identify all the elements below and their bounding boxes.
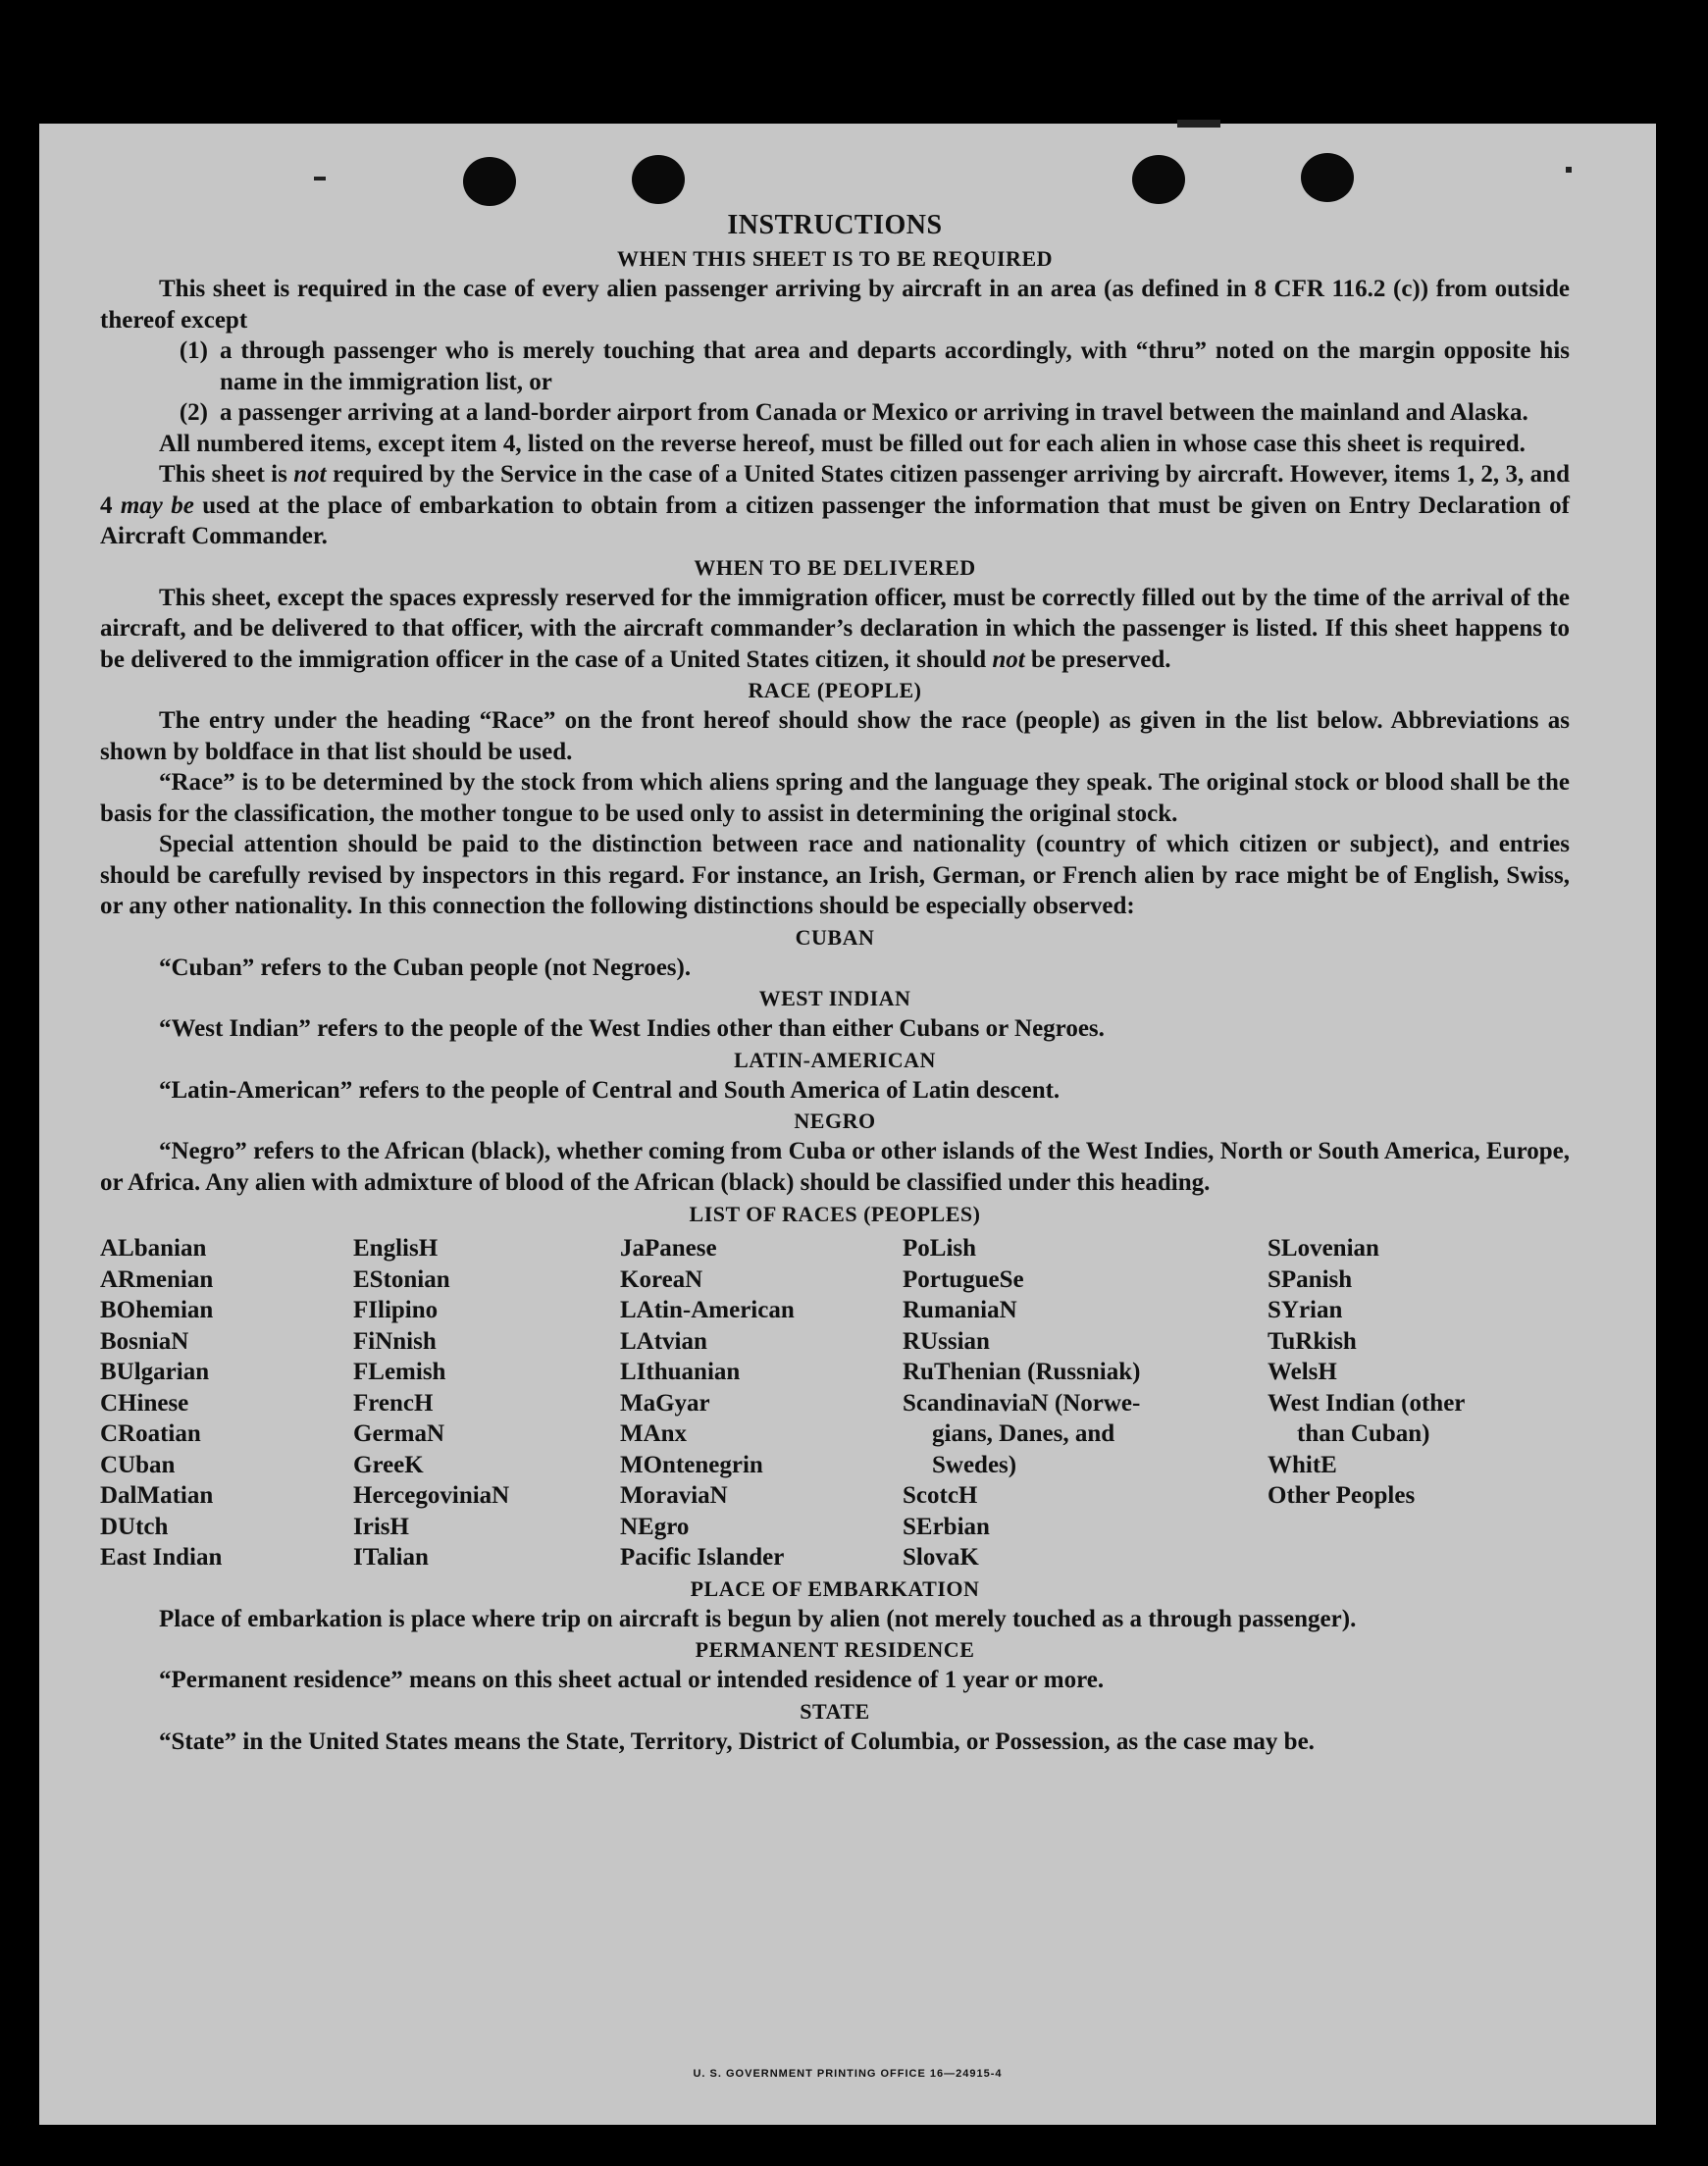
scan-speck — [314, 177, 326, 180]
instructions-body — [100, 208, 1570, 1757]
race-entry: EStonian — [353, 1265, 450, 1293]
text-run: used at the place of embarkation to obtain from a citizen passenger the information that must be given on Entry Declaration of Aircraft Commander. — [100, 491, 1571, 549]
race-entry: LIthuanian — [620, 1359, 741, 1385]
race-entry: BOhemian — [100, 1297, 214, 1323]
text-run: be preserved. — [1024, 645, 1171, 673]
section-heading-residence: PERMANENT RESIDENCE — [695, 1637, 975, 1662]
text-run: This sheet, except the spaces expressly reserved for the immigration officer, must be correctly filled out by the time of the arrival of the aircraft, and be delivered to that officer, with the aircraft commander’s declaration in which the passenger is listed. If this sheet happens to be delivered to the immigration officer in the case of a United States citizen, it should — [100, 584, 1570, 673]
race-entry: SLovenian — [1268, 1235, 1379, 1262]
race-entry: BosniaN — [100, 1327, 189, 1355]
race-entry: SPanish — [1268, 1265, 1353, 1293]
race-entry: Other Peoples — [1268, 1482, 1416, 1509]
race-entry: RUssian — [903, 1327, 990, 1355]
race-entry: WelsH — [1268, 1359, 1337, 1385]
race-entry: GreeK — [353, 1451, 424, 1478]
punch-hole — [632, 155, 685, 204]
list-item — [100, 335, 1570, 397]
item-text: a passenger arriving at a land-border airport from Canada or Mexico or arriving in travel between the mainland and Alaska. — [220, 399, 1528, 426]
paragraph: “West Indian” refers to the people of the West Indies other than either Cubans or Negroes. — [159, 1015, 1105, 1042]
race-entry: WhitE — [1268, 1451, 1337, 1478]
race-entry-continued: than Cuban) — [1297, 1420, 1430, 1447]
race-entry: NEgro — [620, 1513, 690, 1540]
paragraph: “Latin-American” refers to the people of Central and South America of Latin descent. — [159, 1076, 1061, 1104]
race-entry: MAnx — [620, 1420, 688, 1447]
list-item — [100, 397, 1570, 429]
race-entry: JaPanese — [620, 1235, 717, 1262]
race-column — [100, 1233, 353, 1573]
punch-hole — [1301, 153, 1354, 202]
race-entry: ScotcH — [903, 1482, 978, 1509]
section-heading-state: STATE — [800, 1698, 870, 1724]
punch-hole — [1132, 155, 1185, 204]
race-entry: CRoatian — [100, 1420, 201, 1447]
race-entry: HercegoviniaN — [353, 1482, 510, 1509]
paragraph: “State” in the United States means the State, Territory, District of Columbia, or Possession, as the case may be. — [159, 1728, 1315, 1755]
race-column — [620, 1233, 903, 1573]
item-text: a through passenger who is merely touching that area and departs accordingly, with “thru” noted on the margin opposite his name in the immigration list, or — [220, 337, 1570, 395]
race-entry: SErbian — [903, 1513, 990, 1540]
race-entry: East Indian — [100, 1544, 223, 1571]
race-list — [100, 1233, 1570, 1573]
race-entry: ITalian — [353, 1544, 429, 1571]
item-number: (1) — [179, 337, 208, 364]
race-entry: RumaniaN — [903, 1297, 1017, 1323]
scan-speck — [1566, 167, 1572, 173]
race-entry: MoraviaN — [620, 1482, 728, 1509]
race-entry: KoreaN — [620, 1265, 703, 1293]
race-entry-continued: Swedes) — [932, 1451, 1017, 1478]
race-entry: MaGyar — [620, 1389, 710, 1417]
section-heading-when-required: WHEN THIS SHEET IS TO BE REQUIRED — [616, 246, 1054, 271]
section-heading-list-of-races: LIST OF RACES (PEOPLES) — [689, 1202, 981, 1226]
race-entry: SYrian — [1268, 1297, 1343, 1323]
paragraph: This sheet is required in the case of every alien passenger arriving by aircraft in an area (as defined in 8 CFR 116.2 (c)) from outside thereof except — [100, 276, 1570, 334]
paragraph: “Negro” refers to the African (black), whether coming from Cuba or other islands of the West Indies, North or South America, Europe, or Africa. Any alien with admixture of blood of the African (black) should be classified under this heading. — [100, 1138, 1570, 1196]
item-number: (2) — [179, 399, 208, 426]
race-entry: Pacific Islander — [620, 1544, 785, 1571]
punch-hole — [463, 157, 516, 206]
race-entry: ScandinaviaN (Norwe- — [903, 1389, 1141, 1417]
text-run: This sheet is — [159, 461, 294, 488]
race-entry: MOntenegrin — [620, 1451, 763, 1478]
section-heading-negro: NEGRO — [794, 1109, 876, 1133]
emphasis: not — [992, 645, 1025, 673]
race-entry: EnglisH — [353, 1235, 439, 1262]
race-entry: FLemish — [353, 1359, 446, 1385]
section-heading-embarkation: PLACE OF EMBARKATION — [690, 1575, 980, 1601]
printing-office-footer: U. S. GOVERNMENT PRINTING OFFICE 16—24915-4 — [693, 2068, 1003, 2080]
section-heading-race: RACE (PEOPLE) — [748, 678, 922, 702]
race-entry: ARmenian — [100, 1265, 214, 1293]
race-entry: DalMatian — [100, 1482, 214, 1509]
section-heading-when-delivered: WHEN TO BE DELIVERED — [694, 554, 976, 580]
race-column — [353, 1233, 620, 1573]
race-entry: DUtch — [100, 1513, 169, 1540]
section-heading-cuban: CUBAN — [795, 924, 875, 950]
text-run: required by the Service in the case of a United States citizen passenger arriving by aircraft. However, items 1, 2, 3, and 4 — [100, 461, 1570, 519]
race-entry: BUlgarian — [100, 1359, 210, 1385]
race-entry: FiNnish — [353, 1327, 437, 1355]
race-entry: CHinese — [100, 1389, 189, 1417]
race-entry: IrisH — [353, 1513, 409, 1540]
paragraph: “Cuban” refers to the Cuban people (not Negroes). — [159, 954, 692, 981]
race-entry: CUban — [100, 1451, 176, 1478]
race-entry: LAtin-American — [620, 1297, 795, 1323]
race-entry: RuThenian (Russniak) — [903, 1359, 1141, 1385]
race-entry: West Indian (other — [1268, 1389, 1466, 1417]
paragraph: “Race” is to be determined by the stock from which aliens spring and the language they speak. The original stock or blood shall be the basis for the classification, the mother tongue to be used only to assist in determining the original stock. — [100, 769, 1570, 827]
race-entry: FrencH — [353, 1389, 434, 1417]
emphasis: may be — [120, 491, 194, 519]
paragraph: Special attention should be paid to the distinction between race and nationality (country of which citizen or subject), and entries should be carefully revised by inspectors in this regard. For instance, an Irish, German, or French alien by race might be of English, Swiss, or any other nationality. In this connection the following distinctions should be especially observed: — [100, 831, 1570, 919]
race-entry: ALbanian — [100, 1235, 207, 1262]
page-title: INSTRUCTIONS — [727, 210, 943, 240]
paragraph — [100, 459, 1570, 552]
race-entry: FIlipino — [353, 1297, 439, 1323]
section-heading-west-indian: WEST INDIAN — [758, 986, 911, 1010]
race-column — [903, 1233, 1268, 1573]
emphasis: not — [293, 461, 327, 488]
race-entry: GermaN — [353, 1420, 445, 1447]
paragraph — [100, 583, 1570, 676]
race-entry: TuRkish — [1268, 1327, 1357, 1355]
race-entry-continued: gians, Danes, and — [932, 1420, 1115, 1447]
race-entry: LAtvian — [620, 1327, 707, 1355]
paragraph: Place of embarkation is place where trip on aircraft is begun by alien (not merely touched as a through passenger). — [159, 1605, 1357, 1632]
race-column — [1268, 1233, 1562, 1573]
paragraph: The entry under the heading “Race” on the front hereof should show the race (people) as given in the list below. Abbreviations as shown by boldface in that list should be used. — [100, 707, 1570, 765]
race-entry: SlovaK — [903, 1544, 979, 1571]
paragraph: All numbered items, except item 4, listed on the reverse hereof, must be filled out for each alien in whose case this sheet is required. — [159, 430, 1526, 457]
scan-speck — [1177, 120, 1220, 128]
race-entry: PortugueSe — [903, 1265, 1024, 1293]
race-entry: PoLish — [903, 1235, 977, 1262]
paragraph: “Permanent residence” means on this sheet actual or intended residence of 1 year or more. — [159, 1667, 1105, 1693]
section-heading-latin-american: LATIN-AMERICAN — [734, 1047, 936, 1072]
